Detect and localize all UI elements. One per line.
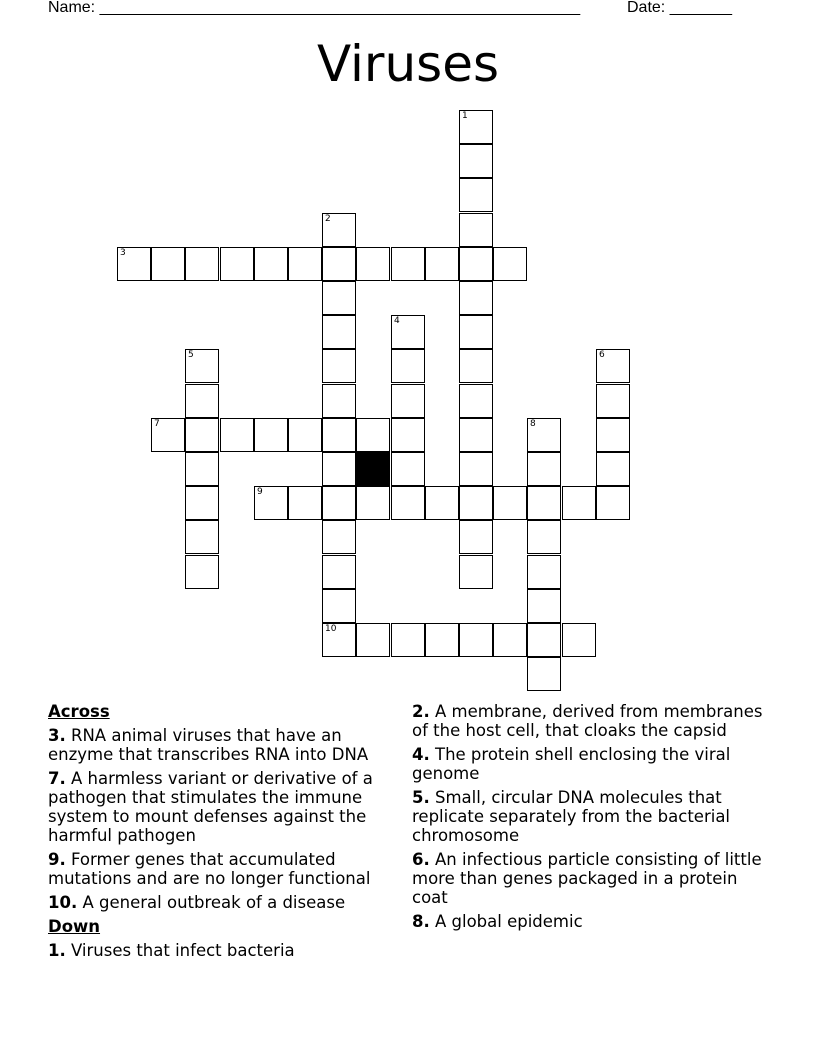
- down-clue-2: [412, 702, 772, 740]
- grid-cell[interactable]: [117, 247, 151, 281]
- cell-number: 9: [257, 487, 263, 497]
- grid-cell[interactable]: [425, 247, 459, 281]
- grid-cell[interactable]: [220, 418, 254, 452]
- grid-cell[interactable]: [322, 589, 356, 623]
- grid-cell[interactable]: [459, 384, 493, 418]
- grid-cell[interactable]: [527, 520, 561, 554]
- grid-cell[interactable]: [527, 418, 561, 452]
- grid-cell[interactable]: [493, 247, 527, 281]
- grid-cell[interactable]: [185, 486, 219, 520]
- clue-text: An infectious particle consisting of little more than genes packaged in a protein coat: [412, 850, 762, 907]
- cell-number: 10: [325, 624, 337, 634]
- grid-cell[interactable]: [322, 555, 356, 589]
- clue-number: 2.: [412, 702, 430, 721]
- clue-text: A membrane, derived from membranes of the host cell, that cloaks the capsid: [412, 702, 763, 740]
- clue-text: Small, circular DNA molecules that replicate separately from the bacterial chromosome: [412, 788, 731, 845]
- grid-cell[interactable]: [459, 144, 493, 178]
- clue-number: 8.: [412, 912, 430, 931]
- cell-number: 7: [154, 419, 160, 429]
- grid-cell[interactable]: [596, 418, 630, 452]
- clue-text: A harmless variant or derivative of a pathogen that stimulates the immune system to mount defenses against the harmful pathogen: [48, 769, 373, 845]
- grid-cell[interactable]: [185, 247, 219, 281]
- grid-cell[interactable]: [459, 349, 493, 383]
- grid-cell[interactable]: [322, 486, 356, 520]
- grid-cell[interactable]: [459, 247, 493, 281]
- down-heading: Down: [48, 917, 101, 936]
- grid-cell[interactable]: [254, 486, 288, 520]
- grid-cell[interactable]: [459, 418, 493, 452]
- cell-number: 2: [325, 214, 331, 224]
- grid-cell[interactable]: [527, 486, 561, 520]
- grid-cell[interactable]: [322, 520, 356, 554]
- clue-number: 1.: [48, 941, 66, 960]
- grid-cell[interactable]: [151, 247, 185, 281]
- down-clue-6: [412, 850, 772, 907]
- cell-number: 5: [188, 350, 194, 360]
- grid-cell[interactable]: [562, 623, 596, 657]
- clue-text: A general outbreak of a disease: [82, 893, 346, 912]
- grid-cell[interactable]: [391, 452, 425, 486]
- clue-number: 5.: [412, 788, 430, 807]
- down-clue-1: [48, 941, 400, 960]
- cell-number: 6: [599, 350, 605, 360]
- grid-cell[interactable]: [322, 247, 356, 281]
- grid-cell[interactable]: [356, 247, 390, 281]
- grid-cell[interactable]: [151, 418, 185, 452]
- grid-cell[interactable]: [527, 657, 561, 691]
- grid-cell[interactable]: [391, 623, 425, 657]
- grid-cell[interactable]: [322, 349, 356, 383]
- grid-cell[interactable]: [288, 247, 322, 281]
- grid-cell[interactable]: [322, 213, 356, 247]
- cell-number: 4: [394, 316, 400, 326]
- across-clue-10: [48, 893, 400, 912]
- grid-cell[interactable]: [493, 486, 527, 520]
- grid-cell[interactable]: [254, 247, 288, 281]
- date-field-label: Date: _______: [627, 0, 732, 16]
- grid-cell[interactable]: [527, 555, 561, 589]
- across-clue-3: [48, 726, 400, 764]
- grid-cell[interactable]: [459, 623, 493, 657]
- grid-cell[interactable]: [322, 384, 356, 418]
- grid-cell[interactable]: [425, 623, 459, 657]
- down-clue-8: [412, 912, 772, 931]
- grid-cell[interactable]: [562, 486, 596, 520]
- grid-cell[interactable]: [459, 178, 493, 212]
- across-heading: Across: [48, 702, 110, 721]
- grid-cell[interactable]: [459, 213, 493, 247]
- across-clue-9: [48, 850, 400, 888]
- cell-number: 8: [530, 419, 536, 429]
- clue-number: 4.: [412, 745, 430, 764]
- grid-cell[interactable]: [185, 384, 219, 418]
- grid-cell[interactable]: [391, 486, 425, 520]
- grid-cell[interactable]: [322, 452, 356, 486]
- grid-cell[interactable]: [527, 623, 561, 657]
- grid-cell[interactable]: [288, 486, 322, 520]
- grid-cell[interactable]: [459, 315, 493, 349]
- grid-cell[interactable]: [220, 247, 254, 281]
- grid-cell[interactable]: [459, 281, 493, 315]
- grid-cell[interactable]: [356, 623, 390, 657]
- cell-number: 1: [462, 111, 468, 121]
- clue-text: The protein shell enclosing the viral genome: [412, 745, 731, 783]
- clue-text: A global epidemic: [435, 912, 583, 931]
- grid-cell[interactable]: [356, 486, 390, 520]
- clue-number: 6.: [412, 850, 430, 869]
- grid-cell[interactable]: [596, 486, 630, 520]
- clue-text: RNA animal viruses that have an enzyme that transcribes RNA into DNA: [48, 726, 369, 764]
- clue-text: Viruses that infect bacteria: [71, 941, 295, 960]
- grid-cell[interactable]: [459, 555, 493, 589]
- grid-cell[interactable]: [254, 418, 288, 452]
- name-field-label: Name: ______________________________________________________: [48, 0, 581, 16]
- grid-cell[interactable]: [322, 281, 356, 315]
- grid-cell[interactable]: [391, 247, 425, 281]
- grid-cell[interactable]: [459, 452, 493, 486]
- puzzle-title: Viruses: [316, 35, 500, 93]
- grid-cell[interactable]: [596, 349, 630, 383]
- grid-cell[interactable]: [425, 486, 459, 520]
- grid-cell[interactable]: [185, 555, 219, 589]
- grid-cell[interactable]: [459, 486, 493, 520]
- grid-cell[interactable]: [185, 452, 219, 486]
- grid-cell[interactable]: [185, 418, 219, 452]
- grid-cell[interactable]: [596, 384, 630, 418]
- cell-number: 3: [120, 248, 126, 258]
- grid-cell[interactable]: [391, 384, 425, 418]
- down-clue-5: [412, 788, 772, 845]
- grid-cell[interactable]: [391, 418, 425, 452]
- grid-cell[interactable]: [527, 589, 561, 623]
- grid-cell[interactable]: [185, 520, 219, 554]
- grid-cell[interactable]: [493, 623, 527, 657]
- grid-cell[interactable]: [288, 418, 322, 452]
- clue-text: Former genes that accumulated mutations and are no longer functional: [48, 850, 371, 888]
- grid-cell[interactable]: [322, 623, 356, 657]
- grid-cell[interactable]: [356, 418, 390, 452]
- grid-cell[interactable]: [185, 349, 219, 383]
- clues-column-left: [48, 702, 400, 965]
- down-clue-4: [412, 745, 772, 783]
- clue-number: 7.: [48, 769, 66, 788]
- grid-cell[interactable]: [391, 315, 425, 349]
- grid-cell[interactable]: [596, 452, 630, 486]
- grid-cell[interactable]: [391, 349, 425, 383]
- grid-cell[interactable]: [322, 418, 356, 452]
- clue-number: 3.: [48, 726, 66, 745]
- across-clue-7: [48, 769, 400, 845]
- grid-cell[interactable]: [459, 110, 493, 144]
- clue-number: 9.: [48, 850, 66, 869]
- grid-cell[interactable]: [322, 315, 356, 349]
- clue-number: 10.: [48, 893, 78, 912]
- grid-cell[interactable]: [459, 520, 493, 554]
- grid-cell[interactable]: [527, 452, 561, 486]
- clues-column-right: [412, 702, 772, 936]
- grid-block: [356, 452, 390, 486]
